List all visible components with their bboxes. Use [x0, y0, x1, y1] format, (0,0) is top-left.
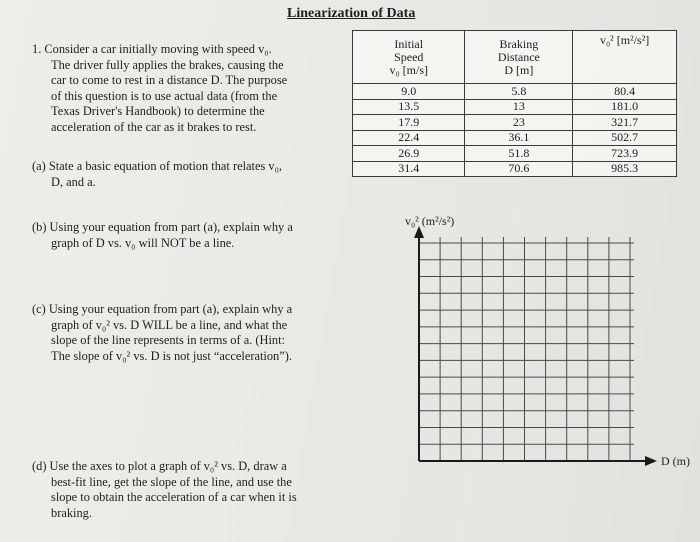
table-cell: 13 — [465, 99, 573, 115]
question-1-line: 1. Consider a car initially moving with speed v₀. — [32, 42, 272, 56]
table-cell: 31.4 — [353, 161, 465, 177]
table-cell: 22.4 — [353, 130, 465, 146]
header-text: Braking — [499, 36, 539, 51]
graph-grid — [419, 237, 634, 461]
table-cell: 80.4 — [573, 84, 677, 100]
table-cell: 321.7 — [573, 115, 677, 131]
table-cell: 985.3 — [573, 161, 677, 177]
question-d-line: (d) Use the axes to plot a graph of v₀² vs. D, draw a — [32, 459, 287, 473]
table-cell: 23 — [465, 115, 573, 131]
table-cell: 70.6 — [465, 161, 573, 177]
question-1-line: car to come to rest in a distance D. The purpose — [51, 73, 288, 88]
table-cell: 5.8 — [465, 84, 573, 100]
table-cell: 13.5 — [353, 99, 465, 115]
table-cell: 723.9 — [573, 146, 677, 162]
question-d-line: best-fit line, get the slope of the line, and use the — [51, 474, 292, 489]
header-text: Speed — [394, 49, 424, 64]
table-cell: 26.9 — [353, 146, 465, 162]
table-cell: 502.7 — [573, 130, 677, 146]
header-text: v₀ [m/s] — [389, 62, 428, 77]
header-text: D [m] — [504, 62, 534, 77]
question-c-line: The slope of v₀² vs. D is not just “acceleration”). — [51, 348, 292, 363]
table-cell: 36.1 — [465, 130, 573, 146]
x-axis-arrow-icon — [645, 456, 657, 466]
question-1-line: of this question is to use actual data (from the — [51, 88, 278, 103]
x-axis-label: D (m) — [661, 454, 690, 468]
question-a-line: (a) State a basic equation of motion that relates v₀, — [32, 159, 282, 173]
header-text: Initial — [394, 36, 424, 51]
question-c-line: graph of v₀² vs. D WILL be a line, and what the — [51, 317, 288, 332]
question-a-line: D, and a. — [51, 174, 96, 189]
question-d-line: slope to obtain the acceleration of a car when it is — [51, 490, 297, 505]
question-1-line: The driver fully applies the brakes, causing the — [51, 57, 284, 72]
table-cell: 181.0 — [573, 99, 677, 115]
question-1-line: Texas Driver's Handbook) to determine the — [51, 104, 265, 119]
question-c-line: slope of the line represents in terms of a. (Hint: — [51, 333, 285, 348]
question-c-line: (c) Using your equation from part (a), explain why a — [32, 302, 293, 316]
y-axis-label: v₀² (m²/s²) — [405, 214, 455, 228]
page-title: Linearization of Data — [287, 6, 416, 21]
question-d-line: braking. — [51, 505, 92, 520]
table-cell: 51.8 — [465, 146, 573, 162]
question-b-line: graph of D vs. v₀ will NOT be a line. — [51, 235, 235, 250]
question-1-line: acceleration of the car as it brakes to rest. — [51, 119, 257, 134]
header-text: Distance — [497, 49, 540, 64]
table-cell: 9.0 — [353, 84, 465, 100]
question-b-line: (b) Using your equation from part (a), explain why a — [32, 220, 293, 234]
header-text: v₀² [m²/s²] — [599, 33, 650, 47]
table-cell: 17.9 — [353, 115, 465, 131]
